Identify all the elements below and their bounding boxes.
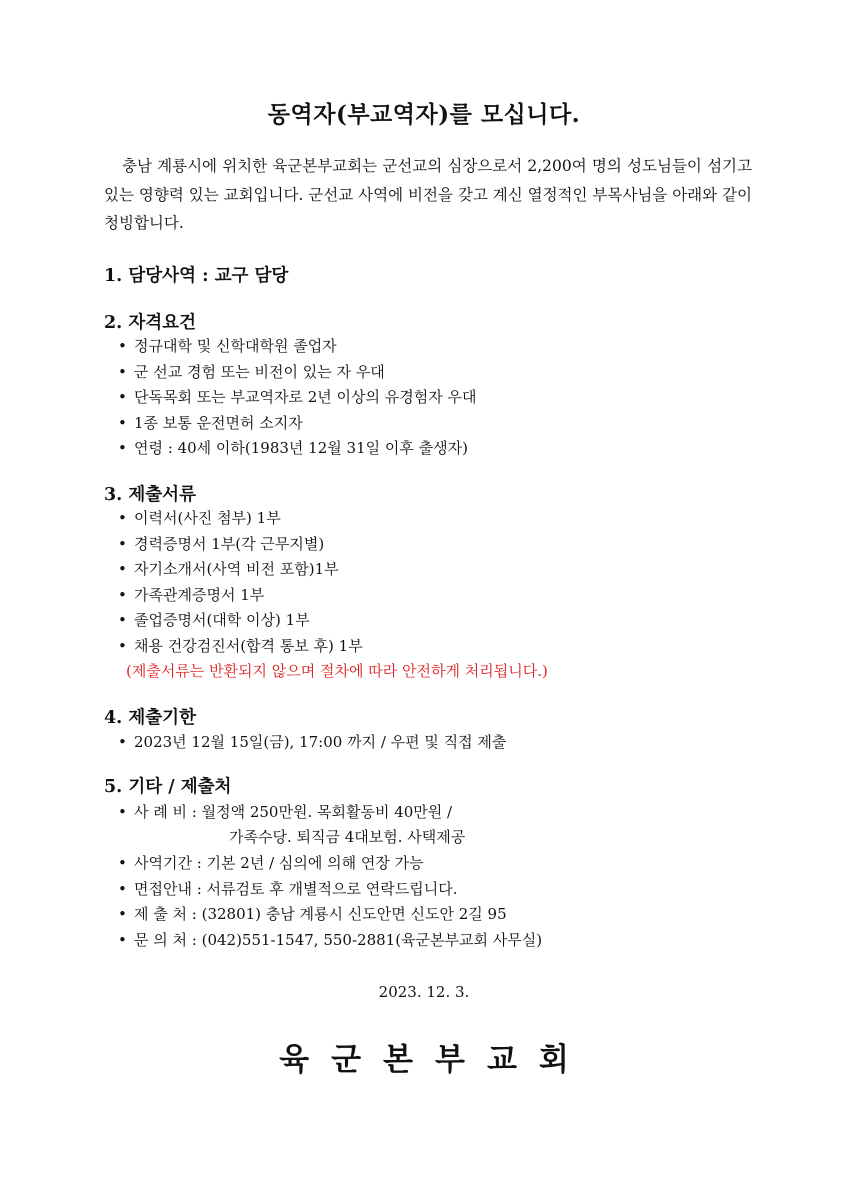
list-item: • 2023년 12월 15일(금), 17:00 까지 / 우편 및 직접 제출 [118, 730, 506, 756]
deadline-list [118, 730, 506, 756]
section-3-heading: 3. 제출서류 [104, 485, 196, 505]
list-item: • 문 의 처 : (042)551-1547, 550-2881(육군본부교회 사무실) [118, 928, 542, 954]
list-item: • 사 례 비 : 월정액 250만원. 목회활동비 40만원 / [118, 800, 452, 826]
intro-paragraph: 충남 계룡시에 위치한 육군본부교회는 군선교의 심장으로서 2,200여 명의 성도님들이 섬기고 있는 영향력 있는 교회입니다. 군선교 사역에 비전을 갖고 계신 열정적인 부목사님을 아래와 같이 청빙합니다. [104, 157, 753, 232]
section-1-heading: 1. 담당사역 : 교구 담당 [104, 266, 289, 286]
etc-list [118, 851, 542, 953]
list-item: • 면접안내 : 서류검토 후 개별적으로 연락드립니다. [118, 877, 542, 903]
list-item: • 제 출 처 : (32801) 충남 계룡시 신도안면 신도안 2길 95 [118, 902, 542, 928]
list-item: • 졸업증명서(대학 이상) 1부 [118, 608, 363, 634]
list-item: • 정규대학 및 신학대학원 졸업자 [118, 334, 476, 360]
list-item: • 군 선교 경험 또는 비전이 있는 자 우대 [118, 360, 476, 386]
list-item: • 단독목회 또는 부교역자로 2년 이상의 유경험자 우대 [118, 385, 476, 411]
list-item: • 1종 보통 운전면허 소지자 [118, 411, 476, 437]
documents-note: (제출서류는 반환되지 않으며 절차에 따라 안전하게 처리됩니다.) [126, 662, 548, 680]
section-5-heading: 5. 기타 / 제출처 [104, 777, 232, 797]
list-item-continuation: 가족수당. 퇴직금 4대보험. 사택제공 [229, 828, 466, 846]
list-item: • 경력증명서 1부(각 근무지별) [118, 532, 363, 558]
list-item: • 채용 건강검진서(합격 통보 후) 1부 [118, 634, 363, 660]
qualification-list [118, 334, 476, 462]
organization-name: 육군본부교회 [279, 1042, 591, 1078]
list-item: • 가족관계증명서 1부 [118, 583, 363, 609]
list-item: • 이력서(사진 첨부) 1부 [118, 506, 363, 532]
page-title: 동역자(부교역자)를 모십니다. [267, 101, 581, 128]
documents-list [118, 506, 363, 659]
section-4-heading: 4. 제출기한 [104, 708, 196, 728]
etc-list-first [118, 800, 452, 826]
list-item: • 연령 : 40세 이하(1983년 12월 31일 이후 출생자) [118, 436, 476, 462]
issue-date: 2023. 12. 3. [378, 983, 470, 1001]
list-item: • 자기소개서(사역 비전 포함)1부 [118, 557, 363, 583]
list-item: • 사역기간 : 기본 2년 / 심의에 의해 연장 가능 [118, 851, 542, 877]
section-2-heading: 2. 자격요건 [104, 313, 196, 333]
